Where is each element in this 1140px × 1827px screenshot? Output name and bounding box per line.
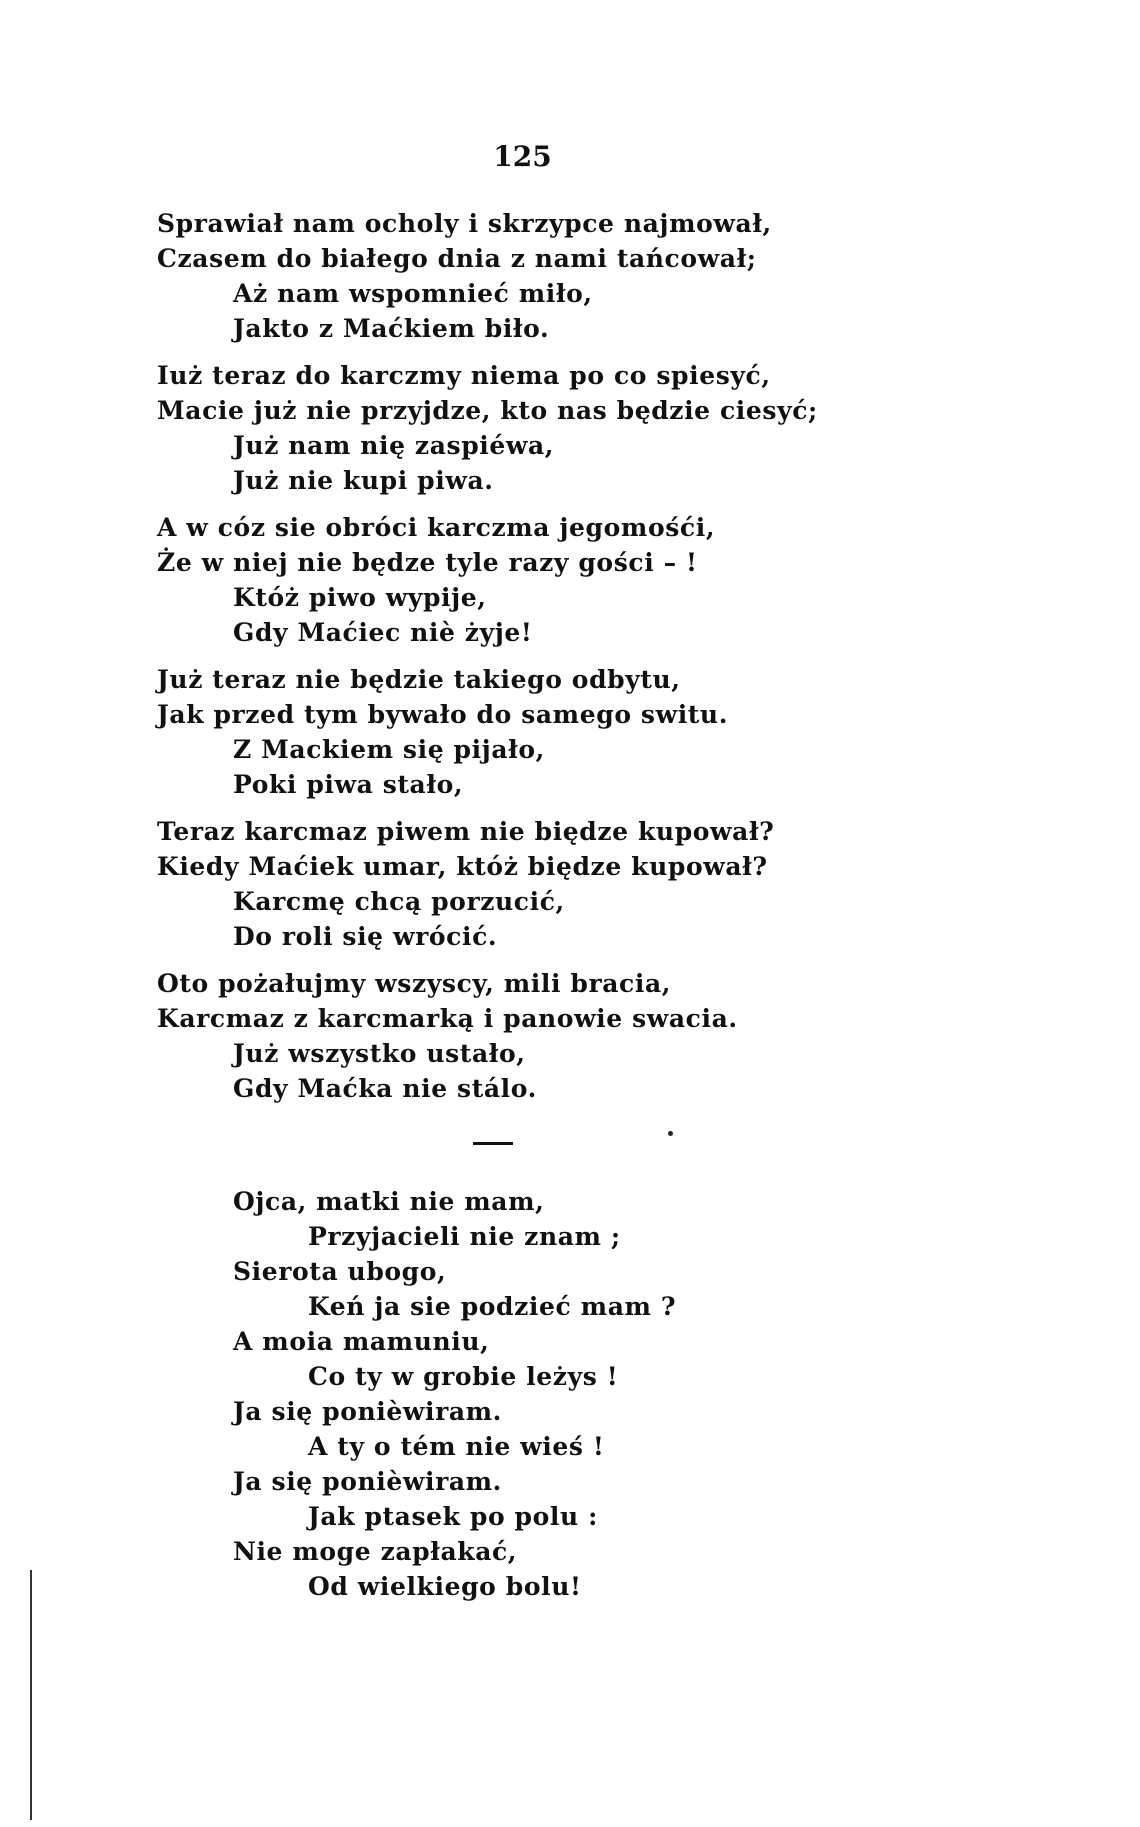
poem-line: Oto pożałujmy wszyscy, mili bracia, xyxy=(157,969,672,998)
poem-line: Sprawiał nam ocholy i skrzypce najmował, xyxy=(157,209,772,238)
song-line: Keń ja sie podzieć mam ? xyxy=(308,1292,677,1321)
stanza-2 xyxy=(157,358,818,498)
stanza-4 xyxy=(157,662,728,802)
song-line: Ja się ponièwiram. xyxy=(233,1397,502,1426)
stanza-6 xyxy=(157,966,738,1106)
poem-line: Poki piwa stało, xyxy=(233,770,464,799)
poem-line: Już teraz nie będzie takiego odbytu, xyxy=(157,665,681,694)
poem-line: Kiedy Maćiek umar, któż biędze kupował? xyxy=(157,852,768,881)
poem-line: Już wszystko ustało, xyxy=(233,1039,526,1068)
stanza-5 xyxy=(157,814,774,954)
poem-line: Że w niej nie będze tyle razy gości – ! xyxy=(157,548,698,577)
section-separator xyxy=(473,1142,513,1145)
poem-line: Karcmę chcą porzucić, xyxy=(233,887,565,916)
poem-line: Aż nam wspomnieć miło, xyxy=(233,279,593,308)
poem-line: Karcmaz z karcmarką i panowie swacia. xyxy=(157,1004,738,1033)
song-line: A ty o tém nie wieś ! xyxy=(308,1432,605,1461)
poem-line: Już nam nię zaspiéwa, xyxy=(233,431,555,460)
poem-line: Macie już nie przyjdze, kto nas będzie ciesyć; xyxy=(157,396,818,425)
song-line: A moia mamuniu, xyxy=(233,1327,490,1356)
poem-line: Do roli się wrócić. xyxy=(233,922,498,951)
stanza-1 xyxy=(157,206,772,346)
poem-line: Z Mackiem się pijało, xyxy=(233,735,545,764)
song-line: Przyjacieli nie znam ; xyxy=(308,1222,621,1251)
page-number: 125 xyxy=(493,140,552,173)
song-line: Od wielkiego bolu! xyxy=(308,1572,582,1601)
poem-line: Któż piwo wypije, xyxy=(233,583,487,612)
song-line: Ojca, matki nie mam, xyxy=(233,1187,545,1216)
ink-speck xyxy=(668,1131,673,1136)
song-stanza xyxy=(233,1184,676,1604)
poem-line: Iuż teraz do karczmy niema po co spiesyć, xyxy=(157,361,771,390)
poem-line: A w cóz sie obróci karczma jegomośći, xyxy=(157,513,716,542)
song-line: Co ty w grobie leżys ! xyxy=(308,1362,619,1391)
poem-line: Gdy Maćka nie stálo. xyxy=(233,1074,537,1103)
song-line: Sierota ubogo, xyxy=(233,1257,447,1286)
poem-line: Gdy Maćiec niè żyje! xyxy=(233,618,533,647)
poem-line: Jakto z Maćkiem biło. xyxy=(233,314,550,343)
stanza-3 xyxy=(157,510,715,650)
binding-edge-line xyxy=(30,1570,32,1820)
poem-line: Już nie kupi piwa. xyxy=(233,466,494,495)
poem-line: Czasem do białego dnia z nami tańcował; xyxy=(157,244,757,273)
song-line: Ja się ponièwiram. xyxy=(233,1467,502,1496)
song-line: Nie moge zapłakać, xyxy=(233,1537,518,1566)
song-line: Jak ptasek po polu : xyxy=(308,1502,598,1531)
poem-line: Jak przed tym bywało do samego switu. xyxy=(157,700,729,729)
poem-line: Teraz karcmaz piwem nie biędze kupował? xyxy=(157,817,775,846)
